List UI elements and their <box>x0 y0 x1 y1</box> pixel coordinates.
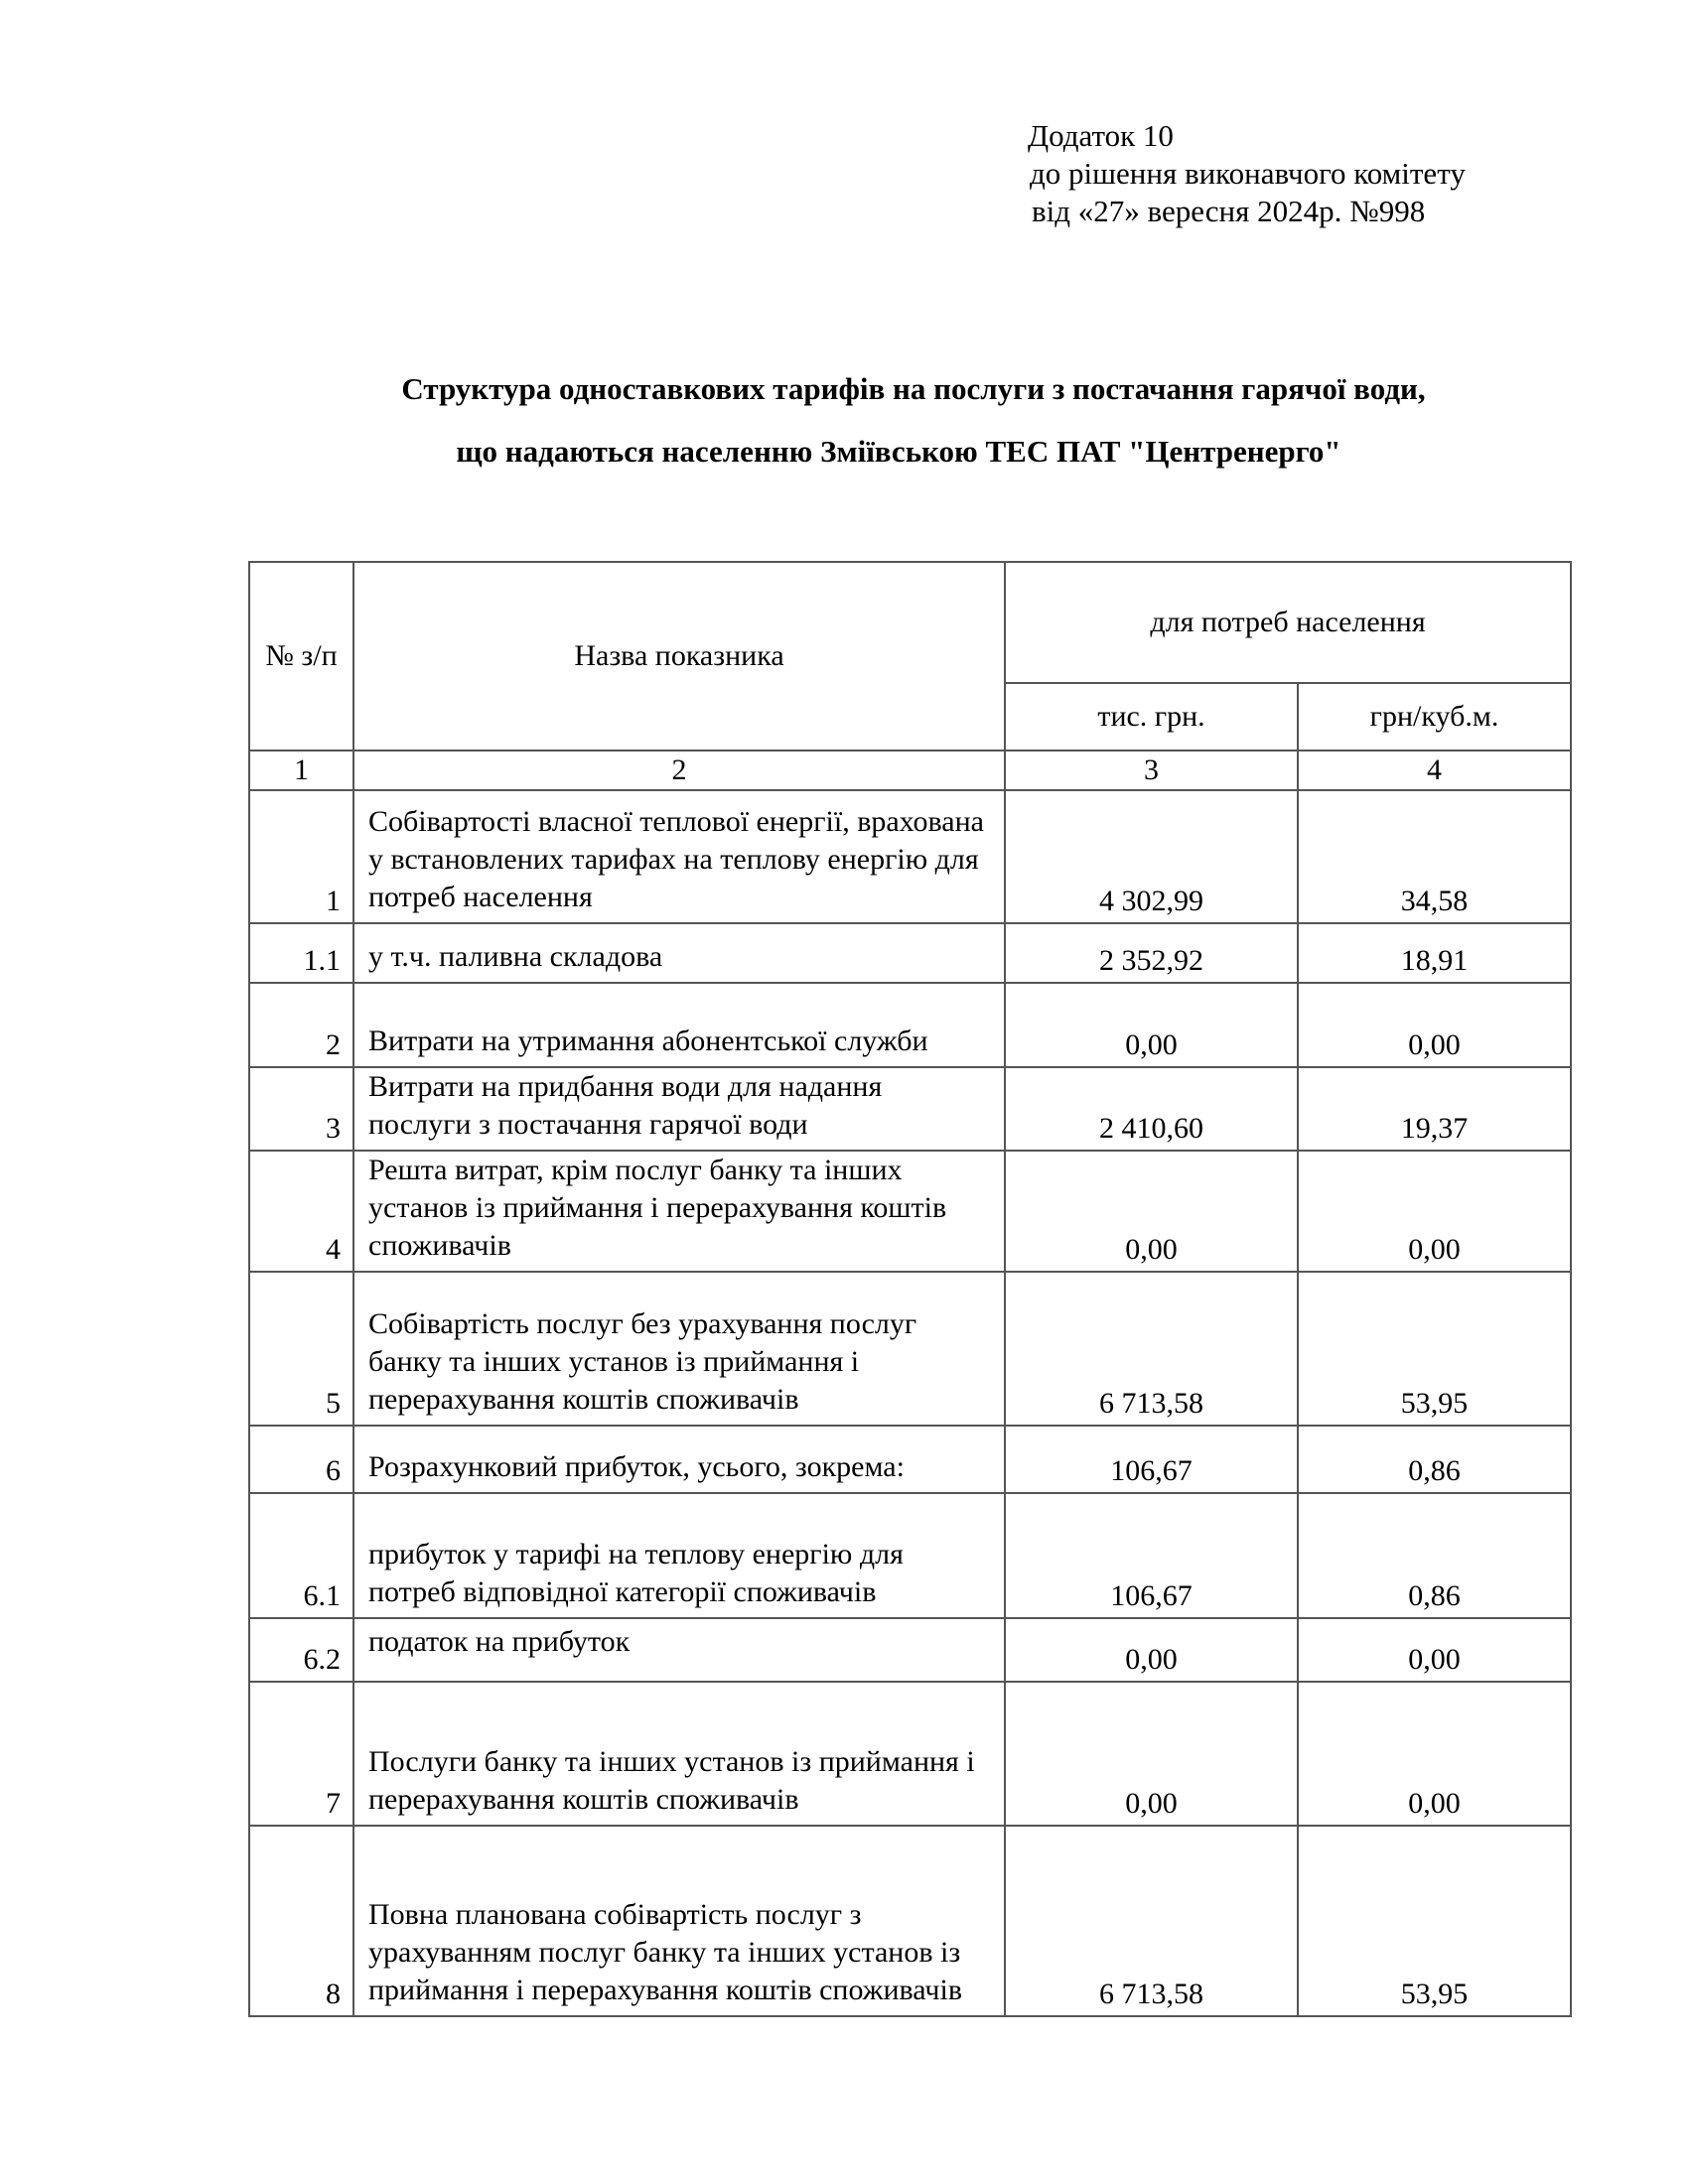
column-index: 4 <box>1298 751 1571 790</box>
table-row <box>249 983 1571 1067</box>
table-row <box>249 1426 1571 1493</box>
table-row <box>249 1618 1571 1682</box>
row-uah-per-m3: 34,58 <box>1298 790 1571 923</box>
row-number: 1 <box>249 790 353 923</box>
table-row <box>249 1151 1571 1272</box>
row-number: 7 <box>249 1682 353 1826</box>
header-thousand-uah: тис. грн. <box>1005 683 1298 751</box>
row-name: Повна планована собівартість послуг з урахуванням послуг банку та інших установ із приймання і перерахування коштів споживачів <box>353 1826 1005 2016</box>
row-name: Витрати на придбання води для надання послуги з постачання гарячої води <box>353 1067 1005 1151</box>
row-thousand-uah: 0,00 <box>1005 1151 1298 1272</box>
row-number: 2 <box>249 983 353 1067</box>
header-uah-per-m3: грн/куб.м. <box>1298 683 1571 751</box>
row-uah-per-m3: 0,00 <box>1298 1682 1571 1826</box>
row-name: Витрати на утримання абонентської служби <box>353 983 1005 1067</box>
row-thousand-uah: 0,00 <box>1005 1618 1298 1682</box>
row-name: у т.ч. паливна складова <box>353 923 1005 983</box>
row-number: 1.1 <box>249 923 353 983</box>
table-row <box>249 1682 1571 1826</box>
table-row <box>249 1826 1571 2016</box>
document-title-line-1: Структура одноставкових тарифів на послуги з постачання гарячої води, <box>401 371 1426 406</box>
row-name: Собівартість послуг без урахування послуг банку та інших установ із приймання і перерахування коштів споживачів <box>353 1272 1005 1426</box>
row-number: 3 <box>249 1067 353 1151</box>
row-thousand-uah: 2 352,92 <box>1005 923 1298 983</box>
row-number: 5 <box>249 1272 353 1426</box>
appendix-number: Додаток 10 <box>1028 118 1174 153</box>
table-row <box>249 1493 1571 1618</box>
row-thousand-uah: 2 410,60 <box>1005 1067 1298 1151</box>
row-thousand-uah: 106,67 <box>1005 1426 1298 1493</box>
row-name: прибуток у тарифі на теплову енергію для потреб відповідної категорії споживачів <box>353 1493 1005 1618</box>
row-name: Послуги банку та інших установ із приймання і перерахування коштів споживачів <box>353 1682 1005 1826</box>
column-index: 1 <box>249 751 353 790</box>
row-thousand-uah: 106,67 <box>1005 1493 1298 1618</box>
row-thousand-uah: 0,00 <box>1005 1682 1298 1826</box>
row-thousand-uah: 4 302,99 <box>1005 790 1298 923</box>
column-index: 3 <box>1005 751 1298 790</box>
column-index: 2 <box>353 751 1005 790</box>
row-uah-per-m3: 0,00 <box>1298 983 1571 1067</box>
row-uah-per-m3: 0,86 <box>1298 1493 1571 1618</box>
row-uah-per-m3: 53,95 <box>1298 1272 1571 1426</box>
table-row <box>249 923 1571 983</box>
table-row <box>249 1272 1571 1426</box>
row-uah-per-m3: 19,37 <box>1298 1067 1571 1151</box>
row-thousand-uah: 0,00 <box>1005 983 1298 1067</box>
tariff-structure-table <box>248 561 1572 2017</box>
row-uah-per-m3: 53,95 <box>1298 1826 1571 2016</box>
header-indicator-name: Назва показника <box>353 562 1005 751</box>
row-name: Решта витрат, крім послуг банку та інших установ із приймання і перерахування коштів споживачів <box>353 1151 1005 1272</box>
row-thousand-uah: 6 713,58 <box>1005 1272 1298 1426</box>
column-index-row <box>249 751 1571 790</box>
row-uah-per-m3: 18,91 <box>1298 923 1571 983</box>
row-number: 8 <box>249 1826 353 2016</box>
appendix-date: від «27» вересня 2024р. №998 <box>1032 194 1426 228</box>
row-name: податок на прибуток <box>353 1618 1005 1682</box>
header-row-number: № з/п <box>249 562 353 751</box>
table-row <box>249 790 1571 923</box>
appendix-block <box>1028 117 1466 230</box>
table-row <box>249 1067 1571 1151</box>
row-number: 6.1 <box>249 1493 353 1618</box>
row-name: Розрахунковий прибуток, усього, зокрема: <box>353 1426 1005 1493</box>
row-name: Собівартості власної теплової енергії, врахована у встановлених тарифах на теплову енергію для потреб населення <box>353 790 1005 923</box>
row-number: 4 <box>249 1151 353 1272</box>
row-uah-per-m3: 0,00 <box>1298 1151 1571 1272</box>
document-title-line-2: що надаються населенню Зміївською ТЕС ПАТ "Центренерго" <box>456 434 1341 469</box>
row-uah-per-m3: 0,86 <box>1298 1426 1571 1493</box>
header-population-needs: для потреб населення <box>1005 562 1571 683</box>
appendix-decision: до рішення виконавчого комітету <box>1030 156 1466 191</box>
row-number: 6.2 <box>249 1618 353 1682</box>
row-uah-per-m3: 0,00 <box>1298 1618 1571 1682</box>
row-number: 6 <box>249 1426 353 1493</box>
row-thousand-uah: 6 713,58 <box>1005 1826 1298 2016</box>
